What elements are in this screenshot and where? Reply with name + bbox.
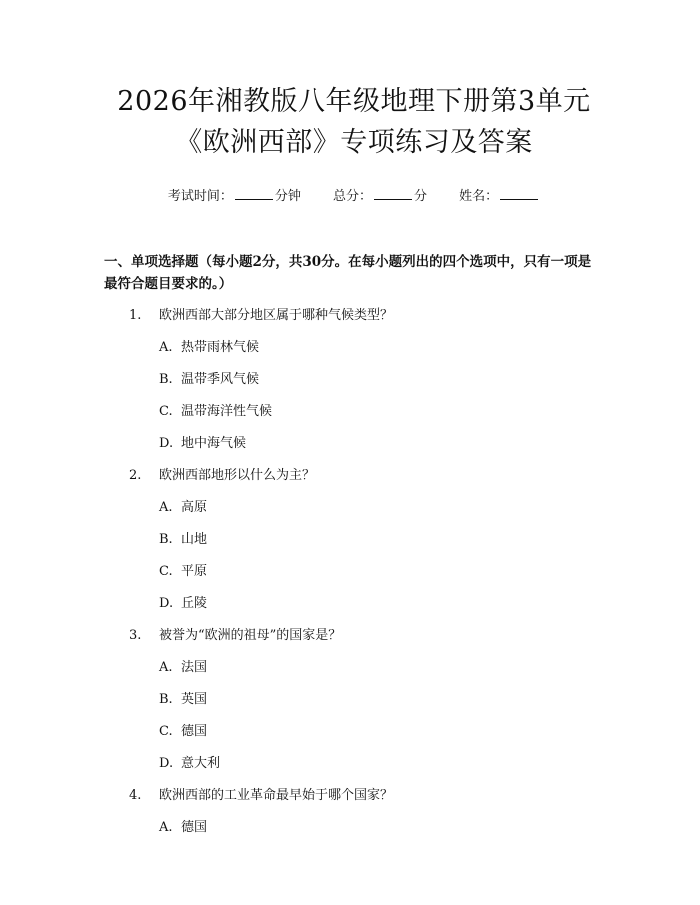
option-letter: A.: [159, 500, 173, 515]
option-text: 温带海洋性气候: [181, 404, 273, 419]
document-title: 2026年湘教版八年级地理下册第3单元《欧洲西部》专项练习及答案: [117, 86, 591, 158]
option-text: 德国: [181, 724, 208, 739]
question-number: 3.: [129, 628, 142, 643]
question-4: [104, 785, 604, 807]
option-letter: D.: [159, 756, 174, 771]
option-text: 丘陵: [181, 596, 208, 611]
question-4-options: [104, 817, 604, 839]
exam-info: [104, 187, 604, 206]
question-number: 4.: [129, 788, 142, 803]
question-2-options: [104, 497, 604, 615]
option-letter: D.: [159, 596, 174, 611]
exam-time-label: 考试时间：: [167, 189, 233, 204]
question-1: [104, 305, 604, 327]
option-letter: D.: [159, 436, 174, 451]
option-a: [159, 337, 604, 359]
question-text: 欧洲西部的工业革命最早始于哪个国家？: [159, 788, 394, 803]
option-d: [159, 753, 604, 775]
option-text: 平原: [181, 564, 208, 579]
option-letter: A.: [159, 660, 173, 675]
option-text: 地中海气候: [181, 436, 247, 451]
option-letter: C.: [159, 724, 173, 739]
question-text: 欧洲西部大部分地区属于哪种气候类型？: [159, 308, 394, 323]
option-text: 热带雨林气候: [181, 340, 260, 355]
option-text: 德国: [181, 820, 208, 835]
total-score-field: [333, 187, 427, 206]
option-c: [159, 401, 604, 423]
option-a: [159, 657, 604, 679]
option-text: 意大利: [181, 756, 221, 771]
option-text: 山地: [181, 532, 208, 547]
question-number: 2.: [129, 468, 142, 483]
option-b: [159, 689, 604, 711]
option-text: 英国: [181, 692, 208, 707]
option-a: [159, 497, 604, 519]
exam-time-blank: [235, 187, 273, 200]
option-c: [159, 721, 604, 743]
question-text: 欧洲西部地形以什么为主？: [159, 468, 316, 483]
section-heading: 一、单项选择题（每小题2分，共30分。在每小题列出的四个选项中，只有一项是最符合题目要求的。）: [104, 254, 592, 292]
option-letter: B.: [159, 692, 173, 707]
question-text: 被誉为“欧洲的祖母”的国家是？: [159, 628, 342, 643]
student-name-label: 姓名：: [459, 189, 499, 204]
option-letter: C.: [159, 404, 173, 419]
option-letter: B.: [159, 532, 173, 547]
exam-time-unit: 分钟: [274, 189, 301, 204]
option-letter: A.: [159, 340, 173, 355]
option-b: [159, 369, 604, 391]
option-d: [159, 433, 604, 455]
total-score-label: 总分：: [332, 189, 372, 204]
question-3-options: [104, 657, 604, 775]
question-3: [104, 625, 604, 647]
option-letter: A.: [159, 820, 173, 835]
total-score-blank: [374, 187, 412, 200]
total-score-unit: 分: [414, 189, 428, 204]
exam-time-field: [168, 187, 301, 206]
question-2: [104, 465, 604, 487]
option-letter: B.: [159, 372, 173, 387]
option-letter: C.: [159, 564, 173, 579]
student-name-field: [459, 187, 540, 206]
option-d: [159, 593, 604, 615]
option-text: 温带季风气候: [181, 372, 260, 387]
student-name-blank: [500, 187, 538, 200]
option-text: 法国: [181, 660, 208, 675]
option-b: [159, 529, 604, 551]
option-a: [159, 817, 604, 839]
option-c: [159, 561, 604, 583]
option-text: 高原: [181, 500, 208, 515]
question-number: 1.: [129, 308, 142, 323]
question-1-options: [104, 337, 604, 455]
